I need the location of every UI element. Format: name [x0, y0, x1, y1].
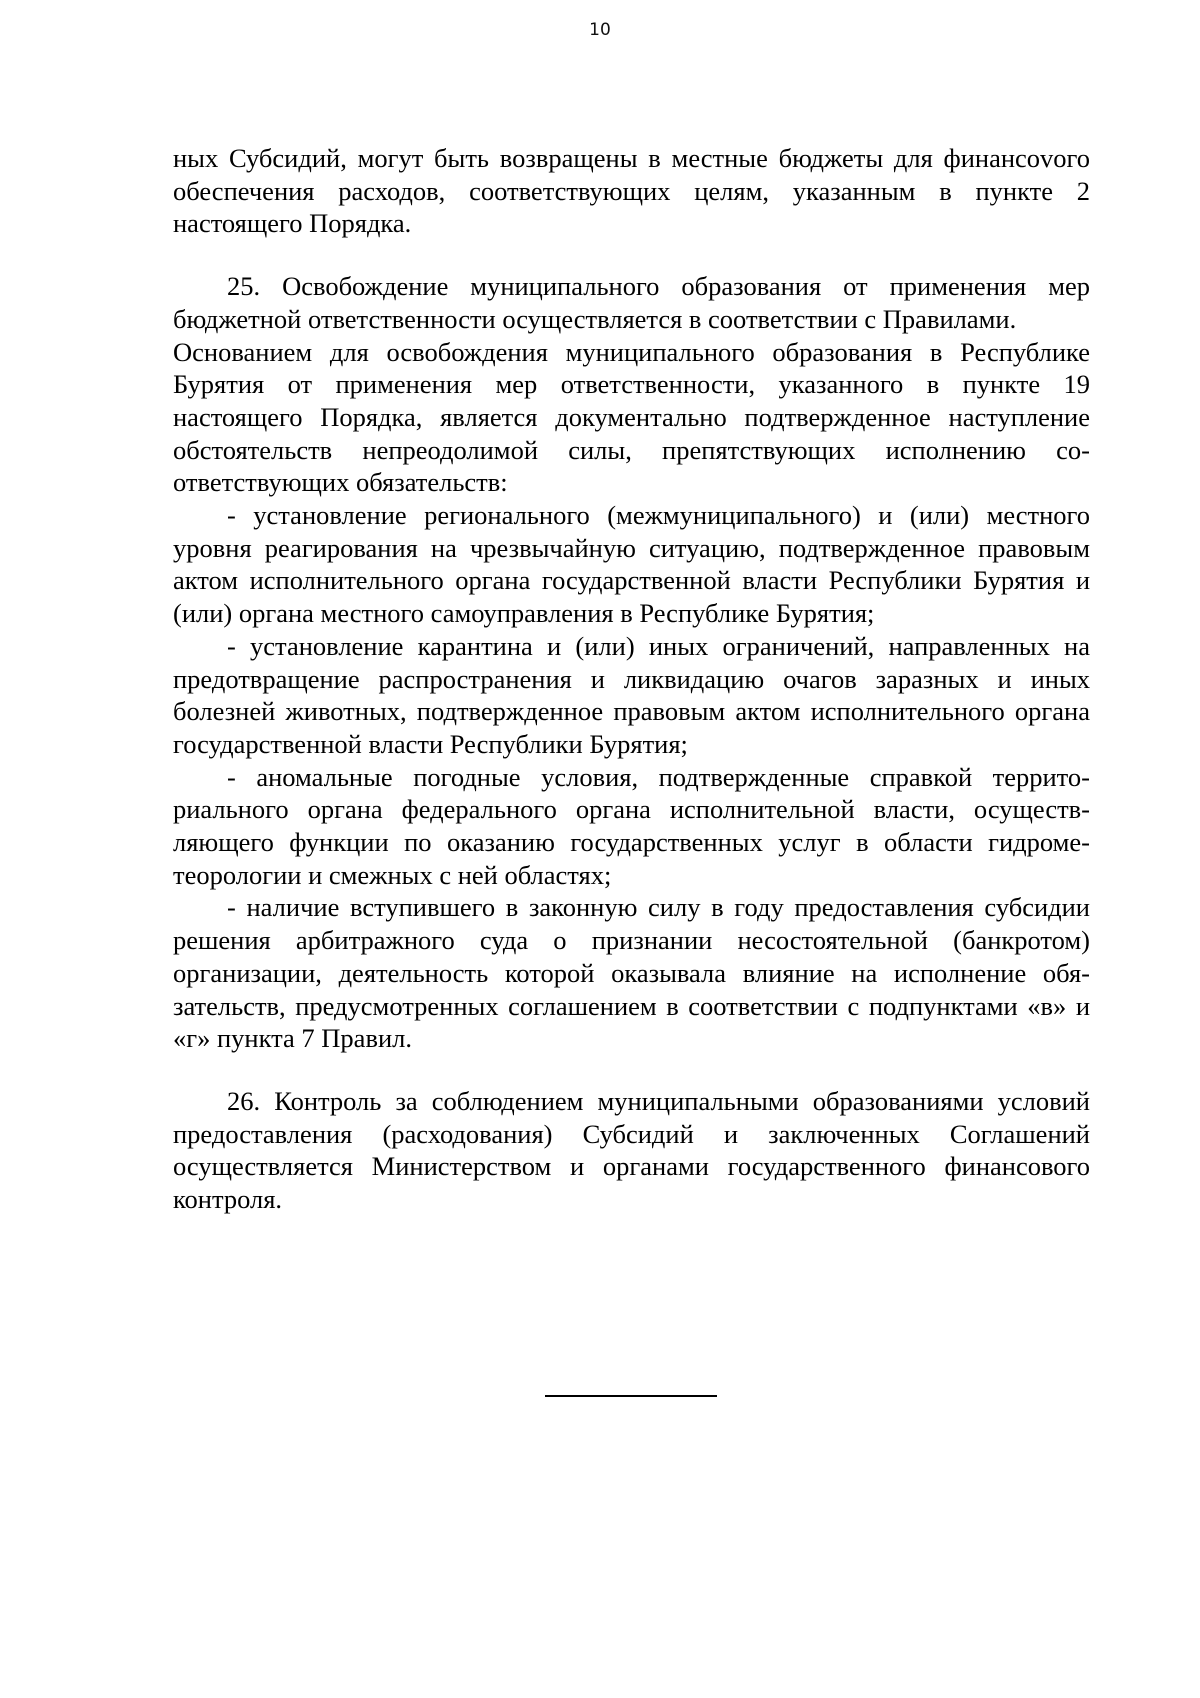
closing-divider-line — [545, 1395, 717, 1397]
document-body — [173, 142, 1090, 1216]
paragraph-item-25-bullet-2: - установление карантина и (или) иных ограничений, направленных на предотвращение распространения и ликвидацию очагов заразных и иных болезней животных, подтвержденное правовым актом исполнительного органа государственной власти Республики Бурятия; — [173, 630, 1090, 759]
paragraph-item-25-bullet-3: - аномальные погодные условия, подтвержденные справкой территориального органа федерального органа исполнительной власти, осуществляющего функции по оказанию государственных услуг в области гидрометеорологии и смежных с ней областях; — [173, 761, 1090, 890]
paragraph-item-25-basis: Основанием для освобождения муниципального образования в Республике Бурятия от применения мер ответственности, указанного в пункте 19 настоящего Порядка, является документально подтвержденное наступление обстоятельств непреодолимой силы, препятствующих исполнению соответствующих обязательств: — [173, 336, 1090, 498]
paragraph-item-26: 26. Контроль за соблюдением муниципальными образованиями условий предоставления (расходования) Субсидий и заключенных Соглашений осуществляется Министерством и органами государственного финансового контроля. — [173, 1085, 1090, 1215]
paragraph-item-25-bullet-1: - установление регионального (межмуниципального) и (или) местного уровня реагирования на чрезвычайную ситуацию, подтвержденное правовым актом исполнительного органа государственной власти Республики Бурятия и (или) органа местного самоуправления в Республике Бурятия; — [173, 500, 1090, 629]
paragraph-item-25: 25. Освобождение муниципального образования от применения мер бюджетной ответственности осуществляется в соответствии с Правилами. — [173, 271, 1090, 334]
page-number: 10 — [589, 20, 611, 40]
paragraph-item-25-bullet-4: - наличие вступившего в законную силу в году предоставления субсидии решения арбитражного суда о признании несостоятельной (банкротом) организации, деятельность которой оказывала влияние на исполнение обязательств, предусмотренных соглашением в соответствии с подпунктами «в» и «г» пункта 7 Правил. — [173, 892, 1090, 1054]
paragraph-continuation: ных Субсидий, могут быть возвращены в местные бюджеты для финансоvого обеспечения расходов, соответствующих целям, указанным в пункте 2 настоящего Порядка. — [173, 143, 1090, 239]
